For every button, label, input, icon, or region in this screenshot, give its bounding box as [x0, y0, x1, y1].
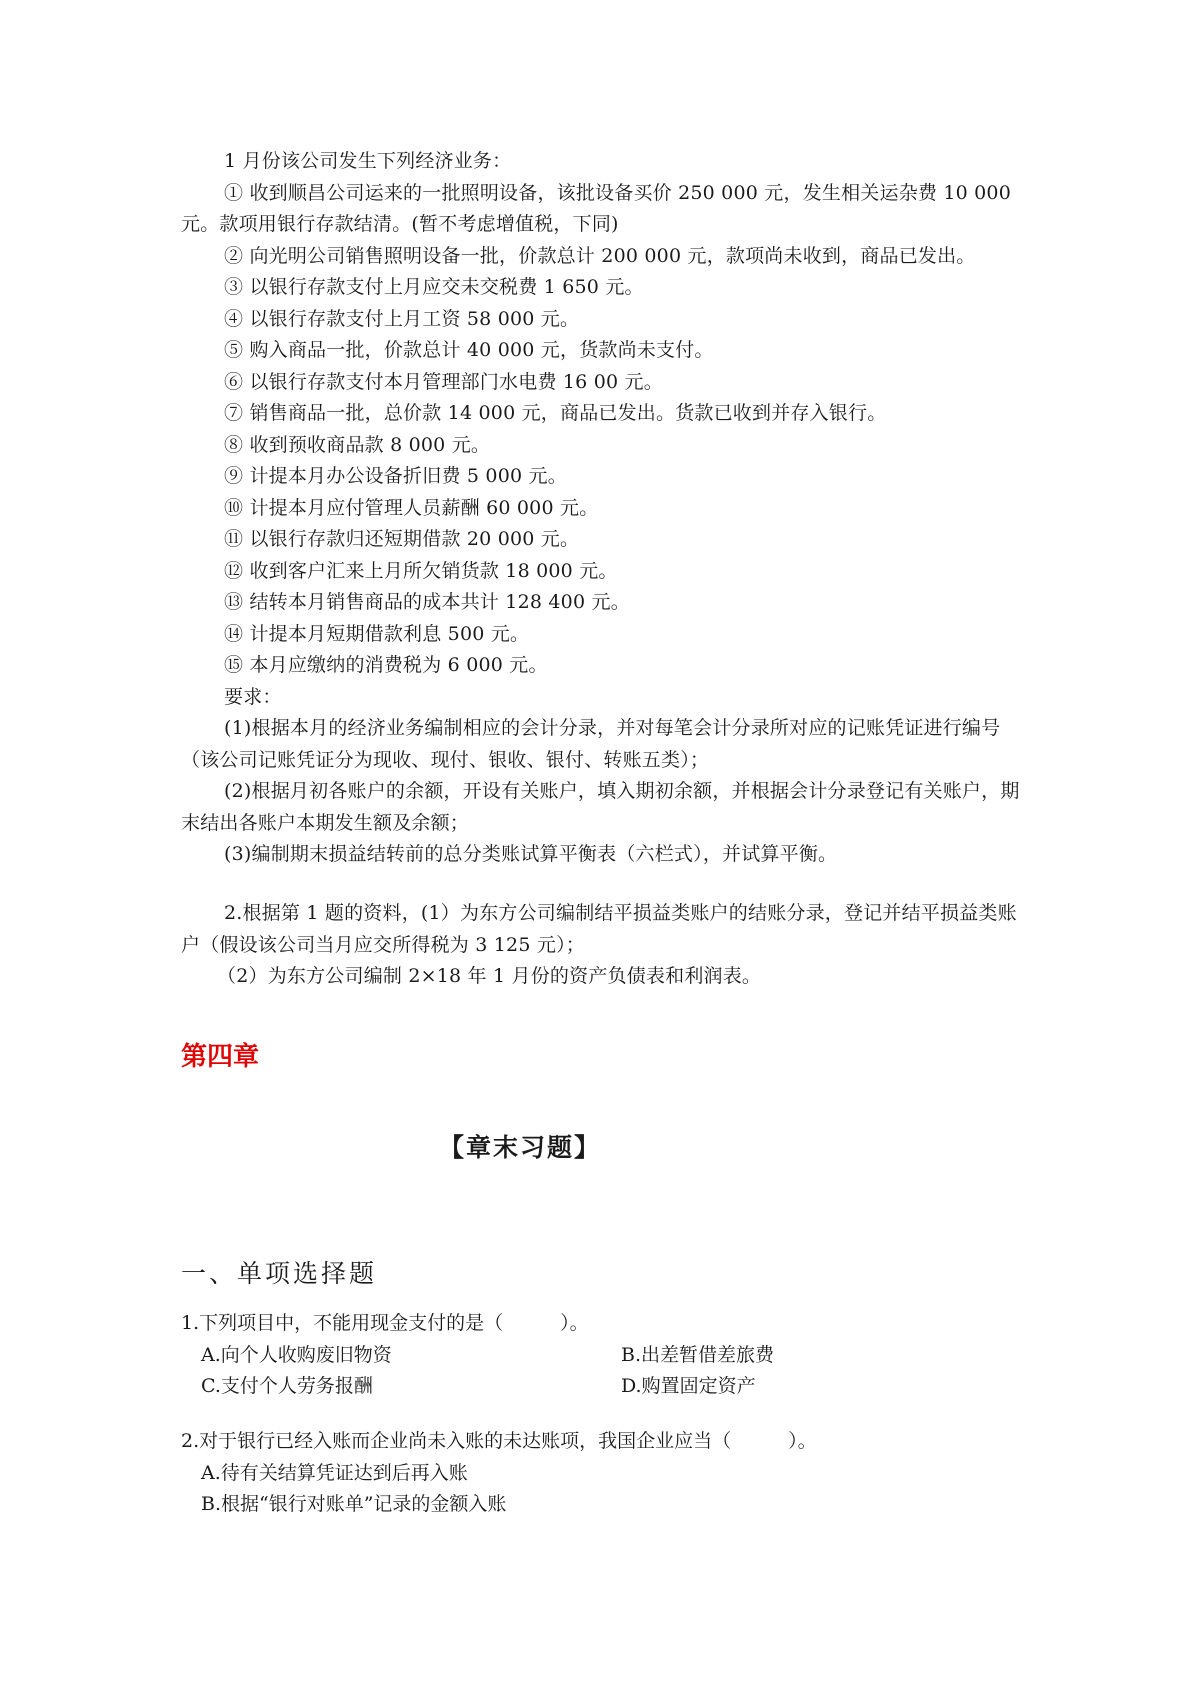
question-1-option-b: B.出差暂借差旅费 — [621, 1343, 775, 1366]
list-item: ⑨ 计提本月办公设备折旧费 5 000 元。 — [224, 465, 567, 487]
question-2-stem: 2.对于银行已经入账而企业尚未入账的未达账项，我国企业应当（ ）。 — [181, 1430, 817, 1452]
question-2-part-1: 2.根据第 1 题的资料，(1）为东方公司编制结平损益类账户的结账分录，登记并结平损益类账户（假设该公司当月应交所得税为 3 125 元）； — [181, 902, 1017, 956]
list-item: ⑮ 本月应缴纳的消费税为 6 000 元。 — [224, 654, 548, 676]
question-2-part-2: （2）为东方公司编制 2×18 年 1 月份的资产负债表和利润表。 — [217, 965, 762, 987]
exercise-title: 【章末习题】 — [439, 1133, 602, 1162]
list-item: ⑫ 收到客户汇来上月所欠销货款 18 000 元。 — [224, 559, 618, 582]
requirement-1: (1)根据本月的经济业务编制相应的会计分录，并对每笔会计分录所对应的记账凭证进行编号（该公司记账凭证分为现收、现付、银收、银付、转账五类）； — [181, 717, 1001, 771]
chapter-title: 第四章 — [181, 1042, 260, 1072]
list-item: ⑭ 计提本月短期借款利息 500 元。 — [224, 622, 530, 645]
transaction-list — [181, 178, 1021, 682]
question-1-option-d: D.购置固定资产 — [621, 1375, 756, 1397]
intro-text: 1 月份该公司发生下列经济业务： — [224, 150, 512, 172]
business-section — [181, 146, 1021, 871]
question-1-option-a: A.向个人收购废旧物资 — [201, 1343, 392, 1366]
list-item: ⑦ 销售商品一批，总价款 14 000 元，商品已发出。货款已收到并存入银行。 — [224, 402, 887, 424]
question-2-option-b: B.根据“银行对账单”记录的金额入账 — [201, 1493, 507, 1515]
list-item: ⑧ 收到预收商品款 8 000 元。 — [224, 433, 491, 456]
list-item: ⑥ 以银行存款支付本月管理部门水电费 16 00 元。 — [224, 370, 663, 393]
list-item: ⑬ 结转本月销售商品的成本共计 128 400 元。 — [224, 591, 630, 613]
question-1 — [181, 1308, 1021, 1403]
list-item: ① 收到顺昌公司运来的一批照明设备，该批设备买价 250 000 元，发生相关运杂费 10 000 元。款项用银行存款结清。(暂不考虑增值税，下同) — [181, 181, 1012, 235]
list-item: ③ 以银行存款支付上月应交未交税费 1 650 元。 — [224, 276, 644, 298]
list-item: ② 向光明公司销售照明设备一批，价款总计 200 000 元，款项尚未收到，商品已发出。 — [224, 244, 976, 267]
list-item: ⑤ 购入商品一批，价款总计 40 000 元，货款尚未支付。 — [224, 339, 714, 361]
question-1-stem: 1.下列项目中，不能用现金支付的是（ ）。 — [181, 1312, 589, 1334]
question-2 — [181, 1426, 1021, 1521]
list-item: ⑩ 计提本月应付管理人员薪酬 60 000 元。 — [224, 496, 599, 519]
requirements-label: 要求： — [224, 685, 282, 708]
list-item: ⑪ 以银行存款归还短期借款 20 000 元。 — [224, 528, 580, 550]
list-item: ④ 以银行存款支付上月工资 58 000 元。 — [224, 307, 580, 330]
question-2-option-a: A.待有关结算凭证达到后再入账 — [201, 1461, 468, 1484]
requirement-2: (2)根据月初各账户的余额，开设有关账户，填入期初余额，并根据会计分录登记有关账户，期末结出各账户本期发生额及余额； — [181, 780, 1020, 834]
question-2-section — [181, 898, 1021, 993]
question-1-option-c: C.支付个人劳务报酬 — [201, 1375, 373, 1397]
requirement-3: (3)编制期末损益结转前的总分类账试算平衡表（六栏式），并试算平衡。 — [224, 843, 838, 865]
section-title: 一、单项选择题 — [181, 1259, 378, 1288]
